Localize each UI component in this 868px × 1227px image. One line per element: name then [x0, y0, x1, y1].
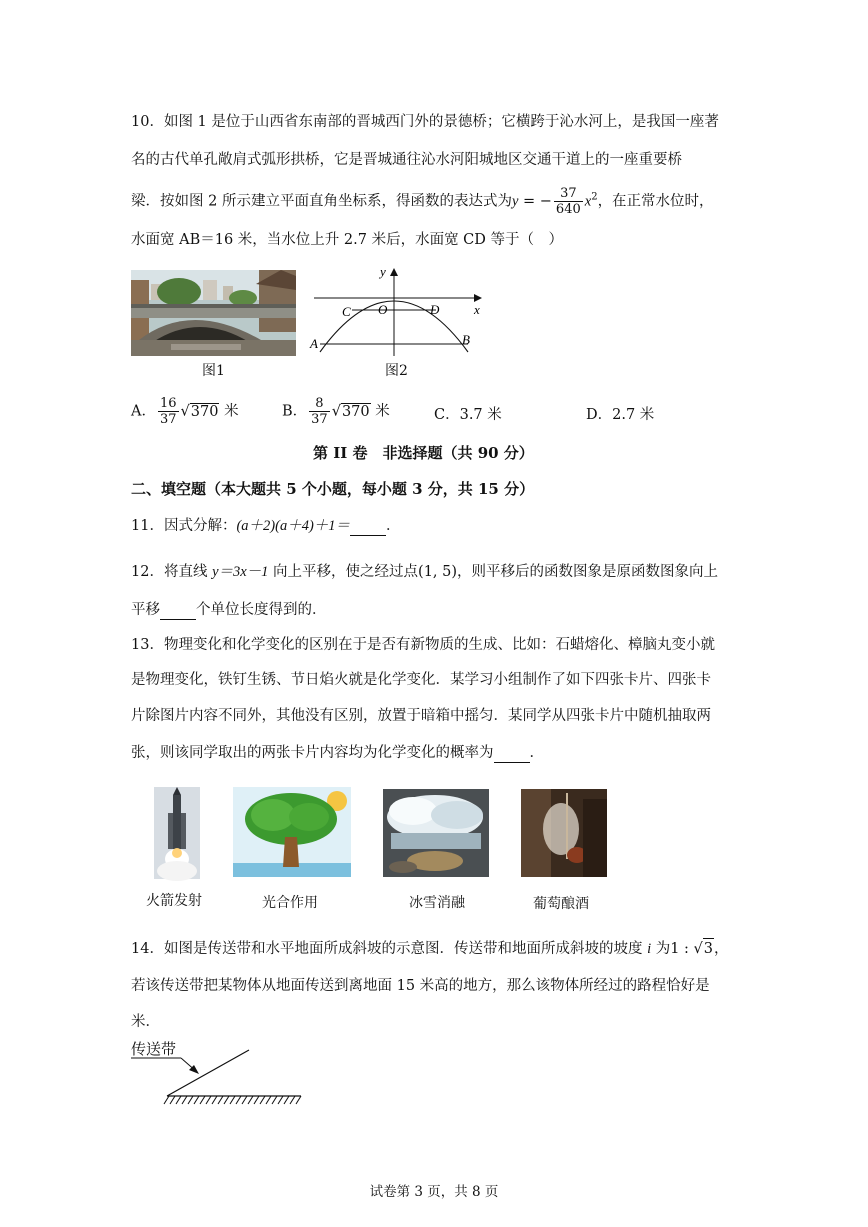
melting-snow-image: [383, 789, 489, 877]
formula-eq: = −: [518, 193, 552, 210]
option-b-unit: 米: [370, 403, 390, 420]
option-b-numerator: 8: [309, 396, 330, 412]
q12-text-mid: 向上平移，使之经过点: [268, 564, 419, 580]
option-a-fraction: [158, 396, 179, 427]
q10-line-1: 10．如图 1 是位于山西省东南部的晋城西门外的景德桥；它横跨于沁水河上，是我国一座著: [131, 114, 719, 130]
q11-line: [131, 516, 401, 536]
q14-text-tail: ，: [714, 941, 729, 957]
q13-line-4-tail: ．: [529, 745, 544, 761]
wine-brewing-image: [521, 789, 607, 877]
option-c[interactable]: C．3.7 米: [434, 407, 502, 423]
q12-point: (1, 5): [418, 564, 458, 580]
part2-title: 二、填空题（本大题共 5 个小题，每小题 3 分，共 15 分）: [131, 480, 535, 498]
fig1-caption: 图1: [202, 363, 225, 379]
rocket-launch-image: [154, 787, 200, 879]
q10-line-3-text: 梁．按如图 2 所示建立平面直角坐标系，得函数的表达式为: [131, 193, 512, 210]
parabola-diagram: [310, 262, 490, 358]
option-b[interactable]: [282, 396, 390, 427]
q14-ratio: 1 :: [670, 941, 694, 957]
formula-numerator: 37: [554, 186, 583, 202]
section-title: 第 II 卷 非选择题（共 90 分）: [313, 444, 534, 462]
photosynthesis-image: [233, 787, 351, 877]
q13-answer-blank[interactable]: [494, 748, 530, 763]
option-a-radicand: 370: [190, 403, 219, 420]
option-d[interactable]: D．2.7 米: [586, 407, 655, 423]
q14-line-1: [131, 938, 729, 959]
q11-expression: (a＋2)(a＋4)＋1＝: [236, 518, 351, 534]
q13-line-1: 13．物理变化和化学变化的区别在于是否有新物质的生成、比如：石蜡熔化、樟脑丸变小就: [131, 637, 715, 653]
formula-x: x: [584, 193, 592, 210]
q12-line-expression: y＝3x－1: [212, 564, 269, 580]
q12-answer-blank[interactable]: [160, 605, 196, 620]
ground-hatching: [164, 1096, 301, 1104]
bridge-photo: [131, 270, 296, 356]
q14-slope-symbol: i: [647, 941, 652, 957]
sqrt-icon: √: [180, 403, 190, 420]
q13-line-2: 是物理变化，铁钉生锈、节日焰火就是化学变化．某学习小组制作了如下四张卡片、四张卡: [131, 672, 711, 688]
sqrt-icon: √: [331, 403, 341, 420]
formula-y: y: [511, 193, 519, 210]
option-a-denominator: 37: [159, 412, 177, 427]
q14-line-2: 若该传送带把某物体从地面传送到离地面 15 米高的地方，那么该物体所经过的路程恰好是: [131, 978, 710, 994]
y-axis-label: y: [380, 264, 386, 279]
point-c-label: C: [342, 304, 351, 319]
q13-line-4: [131, 743, 544, 763]
option-b-fraction: [309, 396, 330, 427]
q14-text: 14．如图是传送带和水平地面所成斜坡的示意图．传送带和地面所成斜坡的坡度: [131, 941, 648, 957]
card-caption-snow: 冰雪消融: [409, 895, 465, 911]
page-footer: 试卷第 3 页，共 8 页: [369, 1184, 499, 1200]
card-caption-rocket: 火箭发射: [146, 893, 202, 909]
q11-text: 11．因式分解：: [131, 518, 237, 534]
q10-line-2: 名的古代单孔敞肩式弧形拱桥，它是晋城通往沁水河阳城地区交通干道上的一座重要桥: [131, 152, 682, 168]
q12-line-1: [131, 562, 718, 582]
q12-line-2: [131, 600, 327, 620]
q14-radicand: 3: [703, 938, 714, 959]
q13-line-3: 片除图片内容不同外，其他没有区别，放置于暗箱中摇匀．某同学从四张卡片中随机抽取两: [131, 708, 711, 724]
option-a-numerator: 16: [159, 396, 177, 411]
conveyor-label: 传送带: [131, 1040, 177, 1058]
fig2-caption: 图2: [385, 363, 408, 379]
point-b-label: B: [462, 332, 470, 347]
option-b-denominator: 37: [311, 412, 328, 427]
origin-label: O: [378, 302, 388, 317]
option-b-label: B．: [282, 403, 308, 420]
q11-tail: ．: [386, 518, 401, 534]
q12-line-2-text: 平移: [131, 602, 160, 618]
option-a[interactable]: [131, 396, 239, 427]
point-a-label: A: [310, 336, 318, 351]
option-b-radicand: 370: [341, 403, 370, 420]
option-a-unit: 米: [219, 403, 239, 420]
point-d-label: D: [430, 302, 440, 317]
sqrt-icon: √: [693, 941, 703, 957]
q14-text-mid: 为: [651, 941, 671, 957]
q12-text: 12．将直线: [131, 564, 213, 580]
formula-exponent: 2: [591, 191, 598, 203]
q11-answer-blank[interactable]: [350, 521, 386, 536]
q10-line-3-tail: ，在正常水位时，: [597, 193, 714, 210]
x-axis-label: x: [474, 302, 480, 317]
q12-line-2-tail: 个单位长度得到的．: [196, 602, 327, 618]
option-a-label: A．: [131, 403, 156, 420]
q14-line-3: 米．: [131, 1014, 160, 1030]
card-caption-wine: 葡萄酿酒: [533, 896, 589, 912]
card-caption-photosynthesis: 光合作用: [262, 895, 318, 911]
conveyor-slope-diagram: [131, 1048, 311, 1110]
q13-line-4-text: 张，则该同学取出的两张卡片内容均为化学变化的概率为: [131, 745, 494, 761]
q12-text-tail: ，则平移后的函数图象是原函数图象向上: [457, 564, 719, 580]
q10-line-3: [131, 186, 714, 217]
q10-line-4: 水面宽 AB＝16 米，当水位上升 2.7 米后，水面宽 CD 等于（ ）: [131, 232, 564, 248]
formula-fraction: [554, 186, 583, 217]
formula-denominator: 640: [555, 202, 581, 217]
